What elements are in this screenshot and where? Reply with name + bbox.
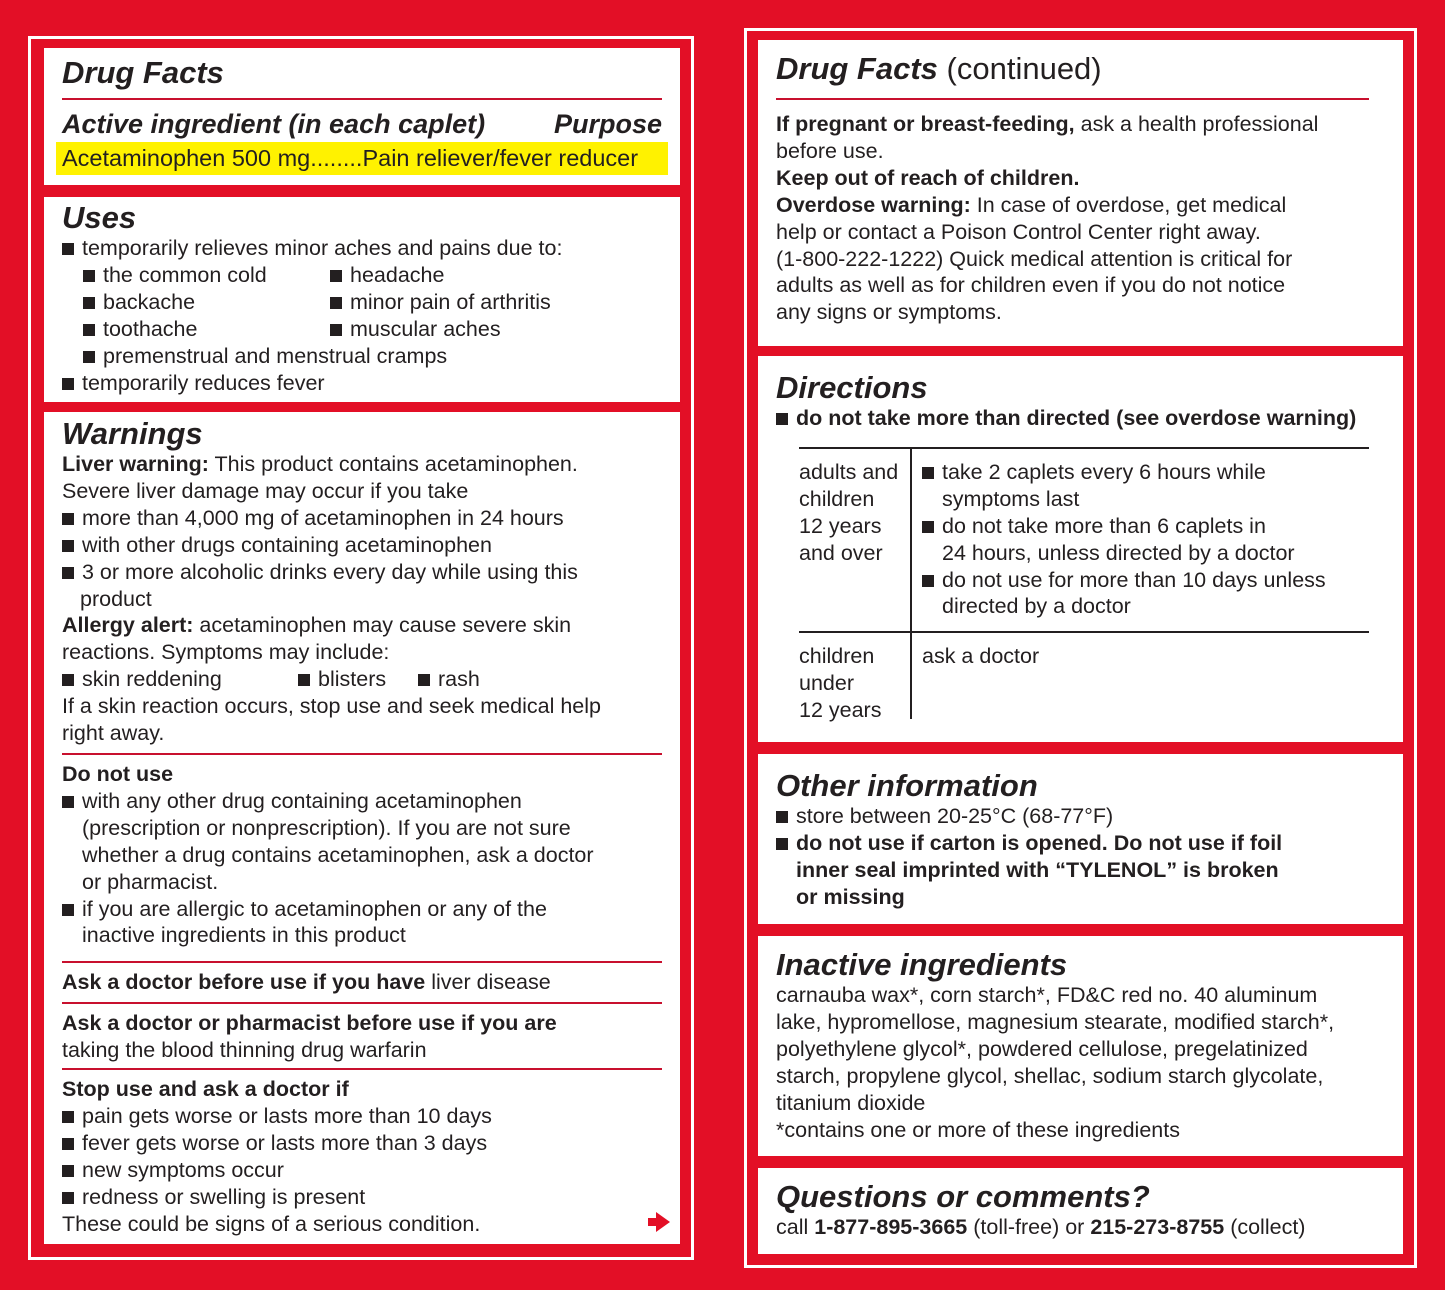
skin-reaction-text: right away. [62, 721, 165, 746]
allergy-alert-cont: reactions. Symptoms may include: [62, 640, 390, 665]
ask-pharmacist-line-cont: taking the blood thinning drug warfarin [62, 1038, 427, 1063]
bullet-icon [62, 540, 74, 552]
bullet-icon [62, 1192, 74, 1204]
do-not-use-item: if you are allergic to acetaminophen or any of the [62, 896, 662, 923]
adults-instructions [912, 449, 1326, 631]
stop-use-title: Stop use and ask a doctor if [62, 1077, 349, 1102]
bullet-icon [298, 674, 310, 686]
divider [62, 1068, 662, 1070]
children-instructions: ask a doctor [922, 643, 1040, 668]
divider [776, 98, 1369, 100]
stop-use-item: new symptoms occur [62, 1157, 662, 1184]
stop-use-footer: These could be signs of a serious condition. [62, 1211, 481, 1236]
uses-subitem: the common cold [83, 262, 330, 289]
inactive-line: lake, hypromellose, magnesium stearate, modified starch*, [776, 1009, 1335, 1034]
do-not-use-item: with any other drug containing acetaminophen [62, 788, 662, 815]
questions-box [758, 1168, 1403, 1254]
liver-item: more than 4,000 mg of acetaminophen in 24 hours [62, 505, 662, 532]
continue-arrow-icon [648, 1212, 672, 1232]
liver-item-cont: product [80, 586, 152, 611]
continued-title: Drug Facts (continued) [776, 51, 1102, 86]
questions-title: Questions or comments? [776, 1179, 1150, 1214]
right-panel [720, 0, 1445, 1290]
divider [62, 753, 662, 755]
uses-box [44, 197, 680, 402]
active-ingredient-header: Active ingredient (in each caplet) [62, 109, 486, 139]
stop-use-item: pain gets worse or lasts more than 10 days [62, 1103, 662, 1130]
bullet-icon [62, 796, 74, 808]
ask-pharmacist-line: Ask a doctor or pharmacist before use if you are [62, 1011, 557, 1036]
inactive-line: titanium dioxide [776, 1090, 926, 1115]
bullet-icon [922, 521, 934, 533]
bullet-icon [418, 674, 430, 686]
stop-use-item: fever gets worse or lasts more than 3 days [62, 1130, 662, 1157]
allergy-alert: Allergy alert: acetaminophen may cause severe skin [62, 613, 572, 638]
uses-sublist [62, 262, 662, 343]
other-info-item: do not use if carton is opened. Do not use if foil [776, 830, 1385, 857]
do-not-use-title: Do not use [62, 761, 174, 786]
inactive-line: polyethylene glycol*, powdered cellulose, pregelatinized [776, 1036, 1308, 1061]
directions-title: Directions [776, 370, 928, 405]
inactive-ingredients-title: Inactive ingredients [776, 947, 1068, 982]
bullet-icon [62, 567, 74, 579]
purpose-header: Purpose [553, 109, 662, 139]
bullet-icon [62, 243, 74, 255]
inactive-footnote: *contains one or more of these ingredients [776, 1117, 1180, 1142]
other-info-item-cont: inner seal imprinted with “TYLENOL” is broken [796, 857, 1279, 882]
overdose-warning: Overdose warning: In case of overdose, get medical [776, 192, 1287, 217]
overdose-warning-cont: (1-800-222-1222) Quick medical attention is critical for [776, 246, 1293, 271]
continued-box [758, 40, 1403, 346]
liver-item: 3 or more alcoholic drinks every day while using this [62, 559, 662, 586]
adult-item: take 2 caplets every 6 hours while [922, 459, 1326, 486]
pregnancy-warning-cont: before use. [776, 138, 884, 163]
symptom-item: rash [418, 666, 538, 693]
divider [62, 98, 662, 100]
bullet-icon [83, 270, 95, 282]
bullet-icon [330, 324, 342, 336]
ask-doctor-line: Ask a doctor before use if you have liver disease [62, 970, 551, 995]
liver-item: with other drugs containing acetaminophen [62, 532, 662, 559]
pregnancy-warning: If pregnant or breast-feeding, ask a health professional [776, 112, 1319, 136]
uses-title: Uses [62, 200, 137, 235]
other-info-item-cont: or missing [796, 884, 905, 909]
bullet-icon [330, 270, 342, 282]
uses-item: temporarily relieves minor aches and pains due to: [62, 235, 662, 262]
keep-out-of-reach: Keep out of reach of children. [776, 165, 1080, 190]
questions-contact: call 1-877-895-3665 (toll-free) or 215-273-8755 (collect) [776, 1215, 1306, 1239]
table-row-children [799, 633, 1369, 722]
overdose-warning-cont: help or contact a Poison Control Center right away. [776, 219, 1261, 244]
liver-warning: Liver warning: This product contains acetaminophen. [62, 452, 578, 476]
other-info-item: store between 20-25°C (68-77°F) [776, 803, 1385, 830]
adults-label: adults and children 12 years and over [799, 449, 912, 631]
uses-item: temporarily reduces fever [62, 370, 662, 397]
divider [62, 961, 662, 963]
bullet-icon [62, 904, 74, 916]
active-ingredient-line: Acetaminophen 500 mg........Pain reliever/fever reducer [56, 142, 668, 175]
stop-use-item: redness or swelling is present [62, 1184, 662, 1211]
do-not-use-item-cont: or pharmacist. [82, 869, 219, 894]
bullet-icon [922, 467, 934, 479]
bullet-icon [83, 351, 95, 363]
adult-item: do not use for more than 10 days unless [922, 567, 1326, 594]
warnings-box [44, 412, 680, 1244]
bullet-icon [83, 297, 95, 309]
overdose-warning-cont: adults as well as for children even if you do not notice [776, 273, 1286, 298]
inactive-ingredients-box [758, 936, 1403, 1156]
bullet-icon [62, 1111, 74, 1123]
overdose-warning-cont: any signs or symptoms. [776, 300, 1002, 325]
bullet-icon [62, 674, 74, 686]
phone-collect[interactable]: 215-273-8755 [1090, 1215, 1225, 1239]
phone-toll-free[interactable]: 1-877-895-3665 [814, 1215, 968, 1239]
skin-reaction-text: If a skin reaction occurs, stop use and seek medical help [62, 694, 601, 719]
directions-note: do not take more than directed (see overdose warning) [776, 405, 1385, 432]
drug-facts-box [44, 48, 680, 185]
bullet-icon [83, 324, 95, 336]
do-not-use-item-cont: whether a drug contains acetaminophen, ask a doctor [82, 842, 594, 867]
bullet-icon [922, 575, 934, 587]
do-not-use-item-cont: inactive ingredients in this product [82, 923, 406, 948]
adult-item-cont: 24 hours, unless directed by a doctor [942, 540, 1295, 565]
left-panel [0, 0, 720, 1290]
uses-subitem: backache [83, 289, 330, 316]
uses-subitem: toothache [83, 316, 330, 343]
drug-facts-title: Drug Facts [62, 55, 224, 90]
inactive-line: starch, propylene glycol, shellac, sodium starch glycolate, [776, 1063, 1324, 1088]
bullet-icon [776, 838, 788, 850]
uses-subitem: minor pain of arthritis [330, 289, 630, 316]
bullet-icon [776, 413, 788, 425]
bullet-icon [62, 513, 74, 525]
bullet-icon [330, 297, 342, 309]
active-header-row [62, 107, 662, 141]
divider [62, 1002, 662, 1004]
adult-item-cont: directed by a doctor [942, 594, 1131, 619]
uses-subitem: premenstrual and menstrual cramps [62, 343, 662, 370]
bullet-icon [62, 1165, 74, 1177]
directions-box [758, 356, 1403, 742]
inactive-line: carnauba wax*, corn starch*, FD&C red no. 40 aluminum [776, 983, 1318, 1007]
bullet-icon [62, 1138, 74, 1150]
do-not-use-item-cont: (prescription or nonprescription). If you are not sure [82, 815, 571, 840]
children-label: children under 12 years [799, 633, 912, 719]
liver-warning-cont: Severe liver damage may occur if you take [62, 478, 469, 503]
bullet-icon [776, 811, 788, 823]
uses-subitem: muscular aches [330, 316, 630, 343]
other-info-box [758, 754, 1403, 924]
table-row-adults [799, 449, 1369, 631]
other-info-title: Other information [776, 768, 1038, 803]
uses-subitem: headache [330, 262, 630, 289]
directions-table [799, 447, 1369, 722]
adult-item-cont: symptoms last [942, 486, 1080, 511]
symptom-item: skin reddening [62, 666, 298, 693]
symptom-list [62, 666, 662, 693]
symptom-item: blisters [298, 666, 418, 693]
bullet-icon [62, 378, 74, 390]
adult-item: do not take more than 6 caplets in [922, 513, 1326, 540]
warnings-title: Warnings [62, 416, 203, 451]
